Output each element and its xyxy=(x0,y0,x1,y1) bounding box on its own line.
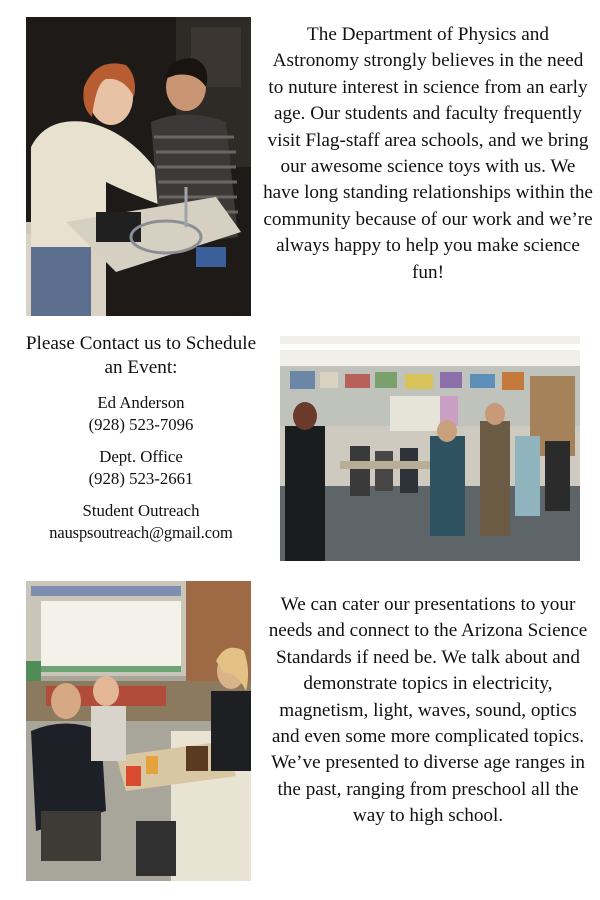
contact-email[interactable]: nauspsoutreach@gmail.com xyxy=(49,522,233,542)
contact-name: Dept. Office xyxy=(99,447,183,466)
photo-classroom-experiment xyxy=(26,581,251,881)
presentations-paragraph: We can cater our presentations to your needs and connect to the Arizona Science Standards if need be. We talk about and demonstrate topics in electricity, magnetism, light, waves, sound, optics and even some more complicated topics. We’ve presented to diverse age ranges in the past, ranging from preschool all the way to high school. xyxy=(268,594,588,827)
photo-classroom-crowd xyxy=(280,336,580,561)
contact-name: Student Outreach xyxy=(82,501,200,520)
contact-phone: (928) 523-2661 xyxy=(88,468,194,488)
contact-section xyxy=(20,332,262,554)
contact-name: Ed Anderson xyxy=(97,393,185,412)
contact-phone: (928) 523-7096 xyxy=(88,414,194,434)
contact-entry-dept-office xyxy=(20,446,262,489)
intro-paragraph: The Department of Physics and Astronomy strongly believes in the need to nuture interest in science from an early age. Our students and faculty frequently visit Flag-staff area schools, and we bring our awesome science toys with us. We have long standing relationships within the community because of our work and we’re always happy to help you make science fun! xyxy=(263,24,593,283)
photo-demonstration-image xyxy=(26,17,251,316)
contact-heading: Please Contact us to Schedule an Event: xyxy=(25,333,257,378)
contact-entry-ed-anderson xyxy=(20,392,262,435)
photo-demonstration xyxy=(26,17,251,316)
contact-entry-student-outreach xyxy=(20,500,262,543)
photo-classroom-crowd-image xyxy=(280,336,580,561)
photo-classroom-experiment-image xyxy=(26,581,251,881)
